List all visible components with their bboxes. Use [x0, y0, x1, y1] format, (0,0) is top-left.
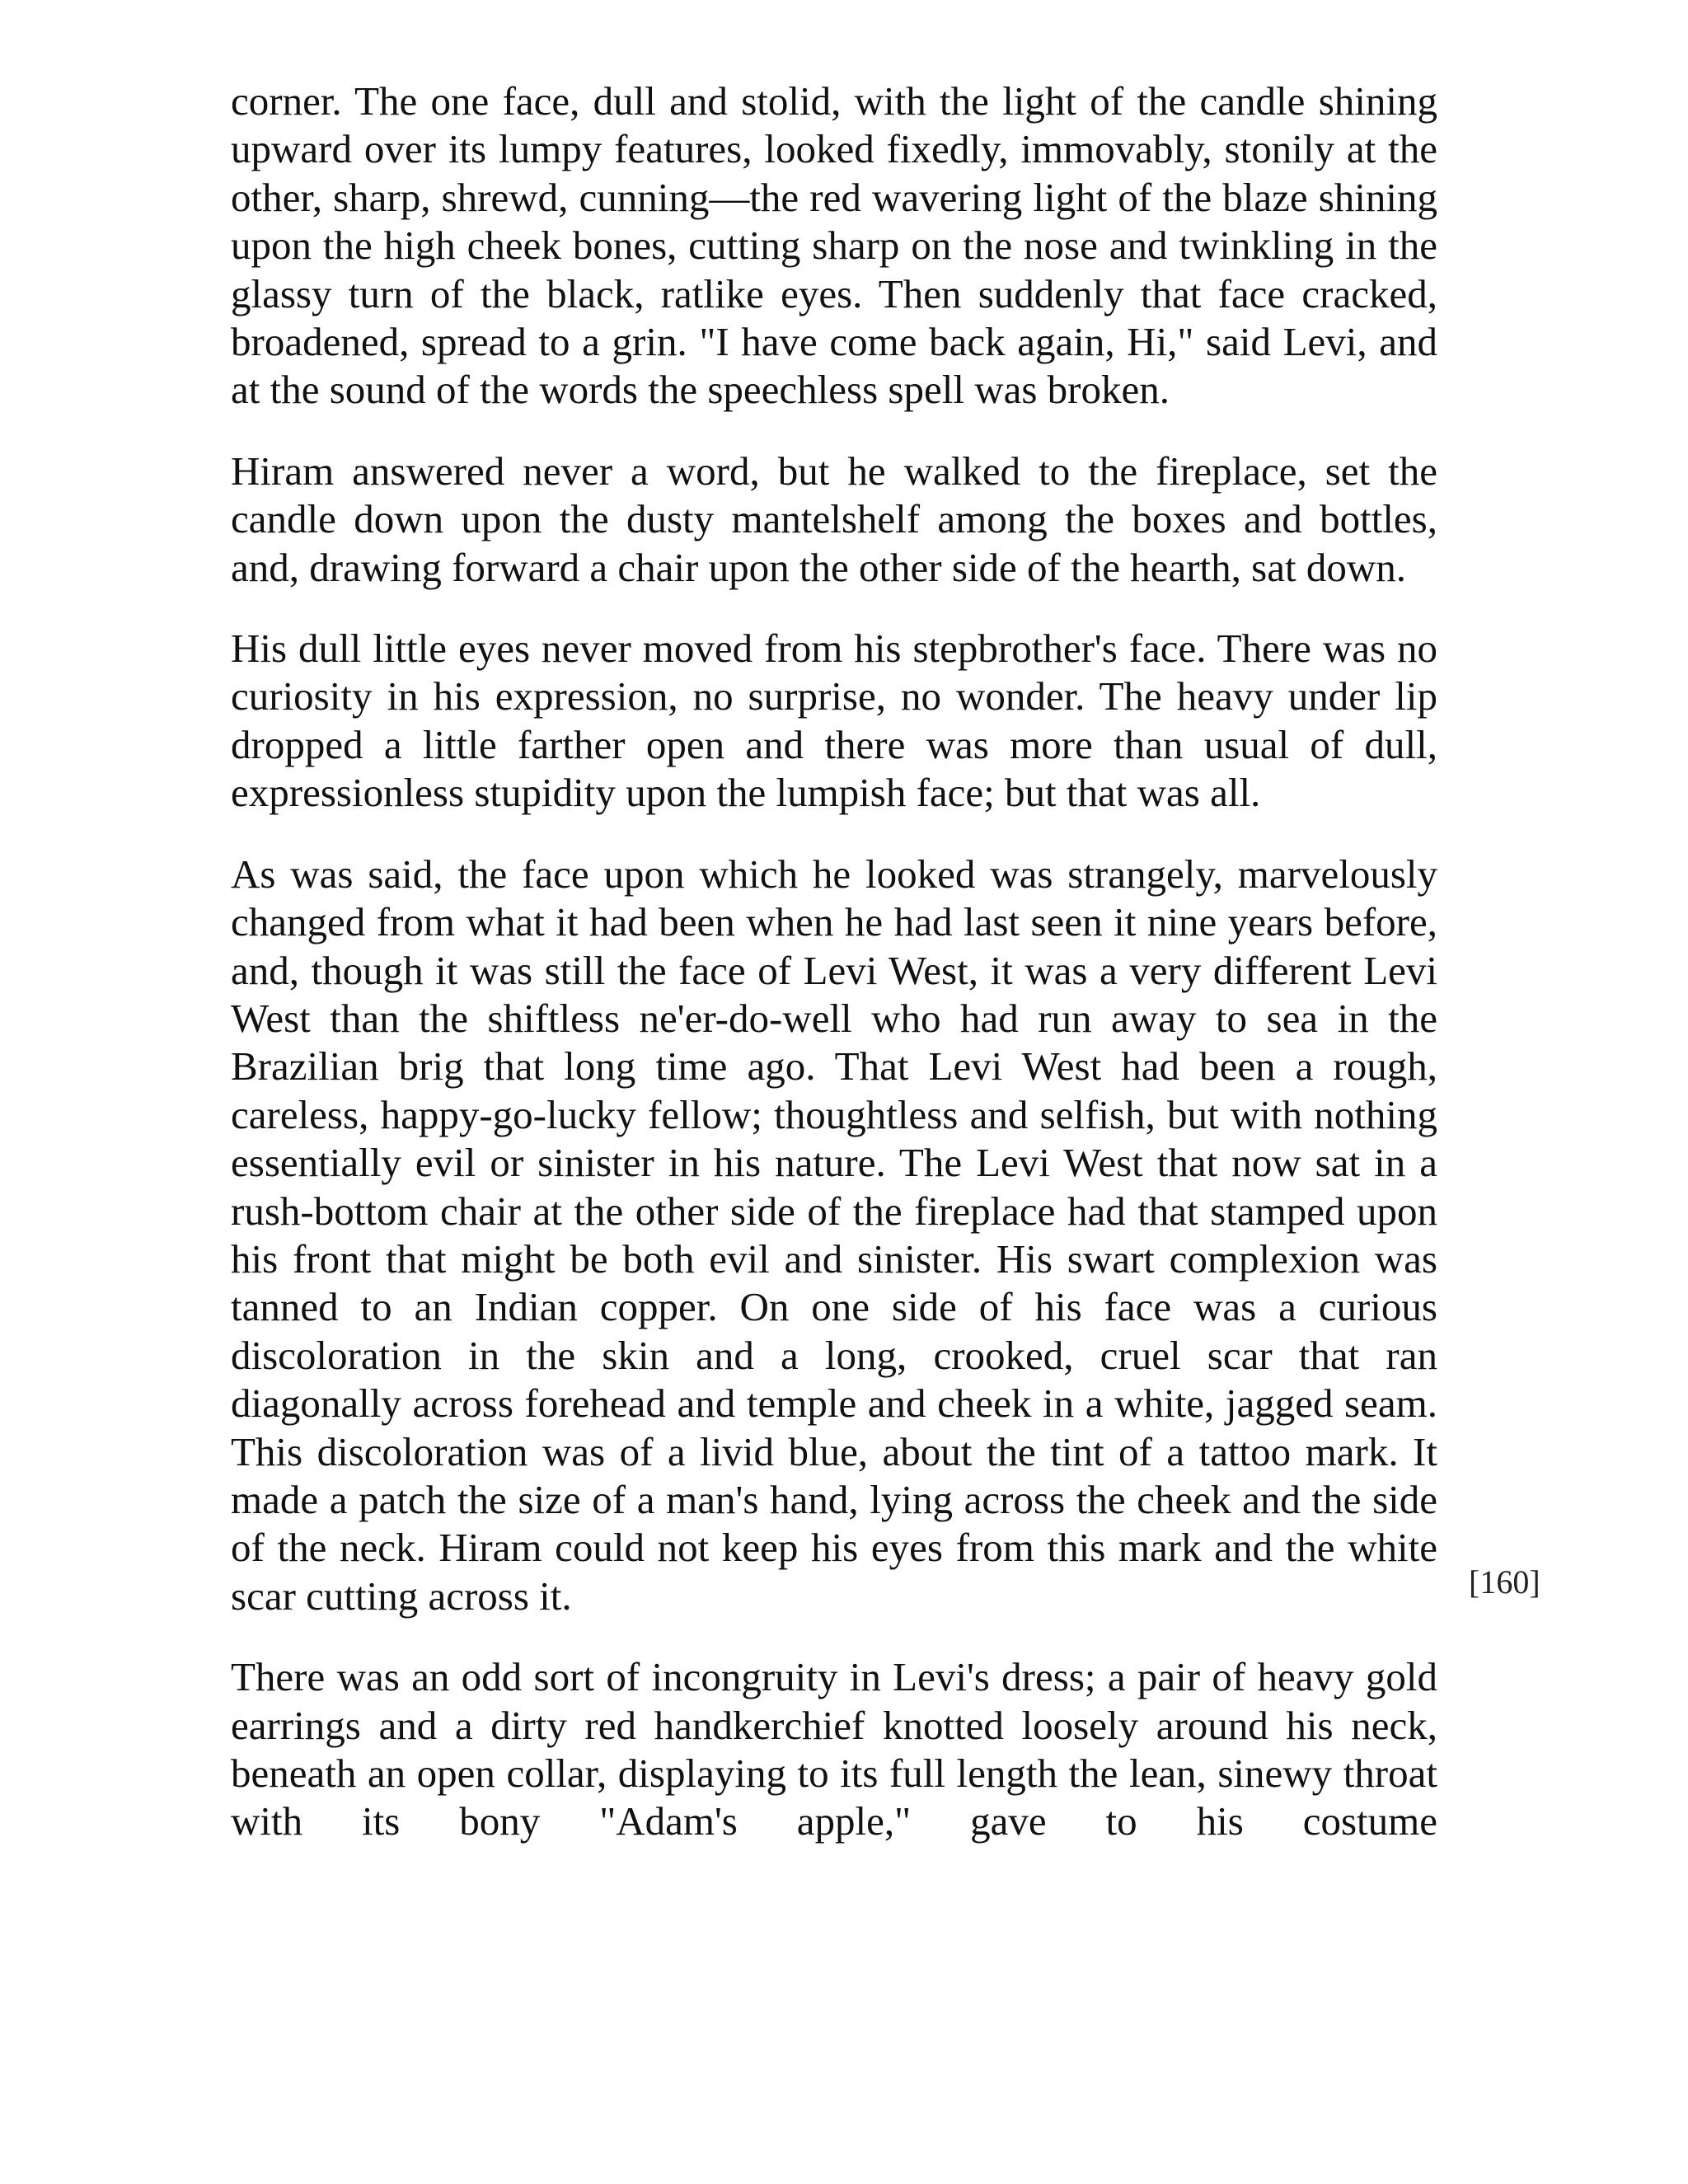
page-body — [231, 77, 1437, 1846]
paragraph-3: His dull little eyes never moved from his stepbrother's face. There was no curiosity in his expression, no surprise, no wonder. The heavy under lip dropped a little farther open and there was more than usual of dull, expressionless stupidity upon the lumpish face; but that was all. — [231, 626, 1437, 816]
paragraph-5: There was an odd sort of incongruity in Levi's dress; a pair of heavy gold earrings and a dirty red handkerchief knotted loosely around his neck, beneath an open collar, displaying to its full length the lean, sinewy throat with its bony "Adam's apple," gave to his costume — [231, 1654, 1437, 1844]
page-number: [160] — [1469, 1563, 1540, 1601]
paragraph-1: corner. The one face, dull and stolid, with the light of the candle shining upward over its lumpy features, looked fixedly, immovably, stonily at the other, sharp, shrewd, cunning—the red wavering light of the blaze shining upon the high cheek bones, cutting sharp on the nose and twinkling in the glassy turn of the black, ratlike eyes. Then suddenly that face cracked, broadened, spread to a grin. "I have come back again, Hi," said Levi, and at the sound of the words the speechless spell was broken. — [231, 78, 1437, 413]
paragraph-4: As was said, the face upon which he looked was strangely, marvelously changed from what it had been when he had last seen it nine years before, and, though it was still the face of Levi West, it was a very different Levi West than the shiftless ne'er-do-well who had run away to sea in the Brazilian brig that long time ago. That Levi West had been a rough, careless, happy-go-lucky fellow; thoughtless and selfish, but with nothing essentially evil or sinister in his nature. The Levi West that now sat in a rush-bottom chair at the other side of the fireplace had that stamped upon his front that might be both evil and sinister. His swart complexion was tanned to an Indian copper. On one side of his face was a curious discoloration in the skin and a long, crooked, cruel scar that ran diagonally across forehead and temple and cheek in a white, jagged seam. This discoloration was of a livid blue, about the tint of a tattoo mark. It made a patch the size of a man's hand, lying across the cheek and the side of the neck. Hiram could not keep his eyes from this mark and the white scar cutting across it. — [231, 851, 1437, 1619]
paragraph-2: Hiram answered never a word, but he walked to the fireplace, set the candle down upon the dusty mantelshelf among the boxes and bottles, and, drawing forward a chair upon the other side of the hearth, sat down. — [231, 448, 1437, 590]
